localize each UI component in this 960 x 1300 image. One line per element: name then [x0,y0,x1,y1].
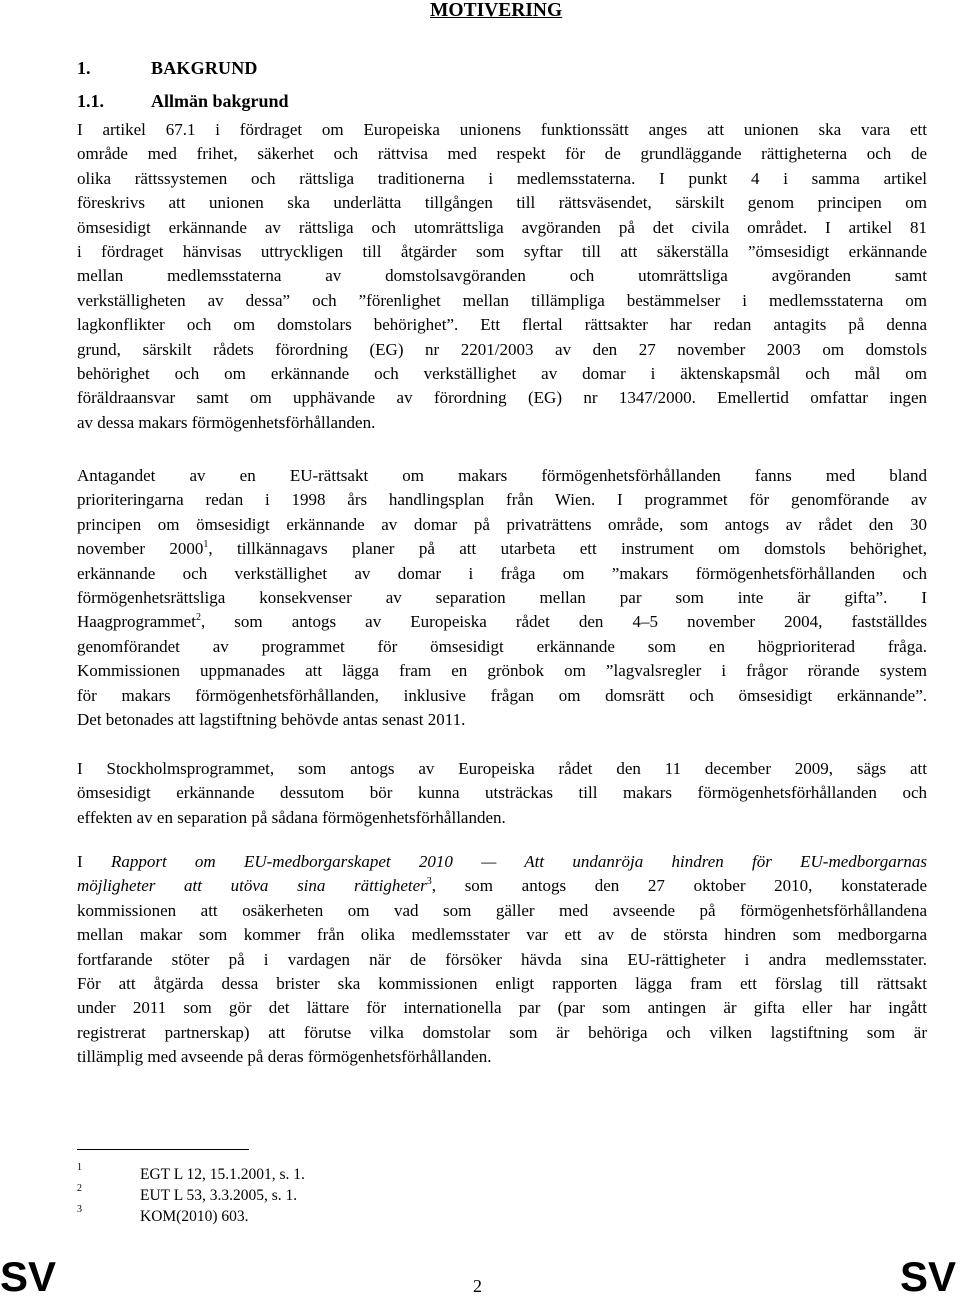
section-heading-1-1 [77,90,289,112]
text-line: prioriteringarna redan i 1998 års handlingsplan från Wien. I programmet för genomförande av [77,490,927,510]
text-line: principen om ömsesidigt erkännande av domar på privaträttens område, som antogs av rådet den 30 [77,514,927,534]
text-line: mellan makar som kommer från olika medlemsstater var ett av de största hindren som medborgarna [77,925,927,945]
language-code-right: SV [900,1253,957,1300]
text-line: område med frihet, säkerhet och rättvisa med respekt för de grundläggande rättigheterna och de [77,144,927,164]
footnote-ref-1: 1 [203,539,209,551]
footnote-number: 2 [77,1183,82,1194]
text-line: kommissionen att osäkerheten om vad som gäller med avseende på förmögenhetsförhållandena [77,900,927,920]
footnote-ref-3: 3 [426,876,432,888]
footnote-number: 1 [77,1162,82,1173]
text-line: ömsesidigt erkännande dessutom bör kunna utsträckas till makars förmögenhetsförhållanden och [77,783,927,803]
text-line: I Rapport om EU-medborgarskapet 2010 — Att undanröja hindren för EU-medborgarnas [77,852,927,871]
footnote-text: KOM(2010) 603. [140,1208,249,1225]
text-line: föreskrivs att unionen ska underlätta tillgången till rättsväsendet, särskilt genom principen om [77,193,927,213]
text-line: registrerat partnerskap) att förutse vilka domstolar som är behöriga och vilken lagstiftning som är [77,1022,927,1042]
text-line: I Stockholmsprogrammet, som antogs av Europeiska rådet den 11 december 2009, sägs att [77,759,927,778]
text-line: effekten av en separation på sådana förmögenhetsförhållanden. [77,807,506,827]
text-line: fortfarande stöter på i vardagen när de försöker hävda sina EU-rättigheter i andra medlemsstater. [77,949,927,969]
text-line: erkännande och verkställighet av domar i fråga om ”makars förmögenhetsförhållanden och [77,563,927,583]
text-line: föräldraansvar samt om upphävande av förordning (EG) nr 1347/2000. Emellertid omfattar ingen [77,388,927,408]
text-line: Kommissionen uppmanades att lägga fram en grönbok om ”lagvalsregler i frågor rörande system [77,661,927,681]
language-code-left: SV [0,1253,57,1300]
paragraph-4 [77,850,927,1070]
footnote-number: 3 [77,1204,82,1215]
text-line: Haagprogrammet$^2$, som antogs av Europeiska rådet den 4–5 november 2004, fastställdes [77,612,927,632]
paragraph-1 [77,118,927,435]
footnote-text: EGT L 12, 15.1.2001, s. 1. [140,1166,305,1183]
text-line: I artikel 67.1 i fördraget om Europeiska unionens funktionssätt anges att unionen ska vara ett [77,120,927,139]
document-title: MOTIVERING [430,0,563,21]
text-line: mellan medlemsstaterna av domstolsavgöranden och utomrättsliga avgöranden samt [77,266,927,286]
text-line: För att åtgärda dessa brister ska kommissionen enligt rapporten lägga fram ett förslag till rättsakt [77,973,927,993]
section-number: 1. [77,58,91,78]
text-line: verkställigheten av dessa” och ”förenlighet mellan tillämpliga bestämmelser i medlemsstaterna om [77,290,927,310]
subsection-title: Allmän bakgrund [151,91,289,111]
text-line: behörighet och om erkännande och verkställighet av domar i äktenskapsmål och mål om [77,363,927,383]
text-line: genomförandet av programmet för ömsesidigt erkännande som en högprioriterad fråga. [77,636,927,656]
subsection-number: 1.1. [77,91,104,111]
text-line: olika rättssystemen och rättsliga traditionerna i medlemsstaterna. I punkt 4 i samma artikel [77,168,927,188]
page-number: 2 [473,1276,482,1296]
footnote-ref-2: 2 [195,612,201,624]
section-heading-1 [77,57,258,79]
text-line: Det betonades att lagstiftning behövde antas senast 2011. [77,709,466,729]
paragraph-2 [77,464,927,732]
paragraph-3 [77,757,927,830]
text-line: under 2011 som gör det lättare för internationella par (par som antingen är gifta eller har ingått [77,998,927,1018]
report-title-cont: möjligheter att utöva sina rättigheter [77,876,427,896]
section-title: BAKGRUND [151,58,258,78]
footnote-text: EUT L 53, 3.3.2005, s. 1. [140,1187,298,1204]
report-title: Rapport om EU-medborgarskapet 2010 — Att undanröja hindren för EU-medborgarnas [110,852,927,871]
footnote-separator [77,1149,249,1150]
text-line: lagkonflikter och om domstolars behörighet”. Ett flertal rättsakter har redan antagits på denna [77,315,927,335]
text-line: förmögenhetsrättsliga konsekvenser av separation mellan par som inte är gifta”. I [77,587,927,607]
text-line: Antagandet av en EU-rättsakt om makars förmögenhetsförhållanden fanns med bland [77,466,927,485]
text-line: möjligheter att utöva sina rättigheter$^3$, som antogs den 27 oktober 2010, konstaterade [77,876,927,896]
text-line: i fördraget hänvisas uttryckligen till åtgärder som syftar till att säkerställa ”ömsesidigt erkännande [77,241,927,261]
text-line: tillämplig med avseende på deras förmögenhetsförhållanden. [77,1047,492,1067]
text-line: ömsesidigt erkännande av rättsliga och utomrättsliga avgöranden på det civila området. I artikel 81 [77,217,927,237]
text-line: grund, särskilt rådets förordning (EG) nr 2201/2003 av den 27 november 2003 om domstols [77,339,927,359]
text-line: november 2000$^1$, tillkännagavs planer på att utarbeta ett instrument om domstols behörighet, [77,539,927,559]
text-line: för makars förmögenhetsförhållanden, inklusive frågan om domsrätt och ömsesidigt erkännande”. [77,685,927,705]
text-line: av dessa makars förmögenhetsförhållanden. [77,412,376,432]
